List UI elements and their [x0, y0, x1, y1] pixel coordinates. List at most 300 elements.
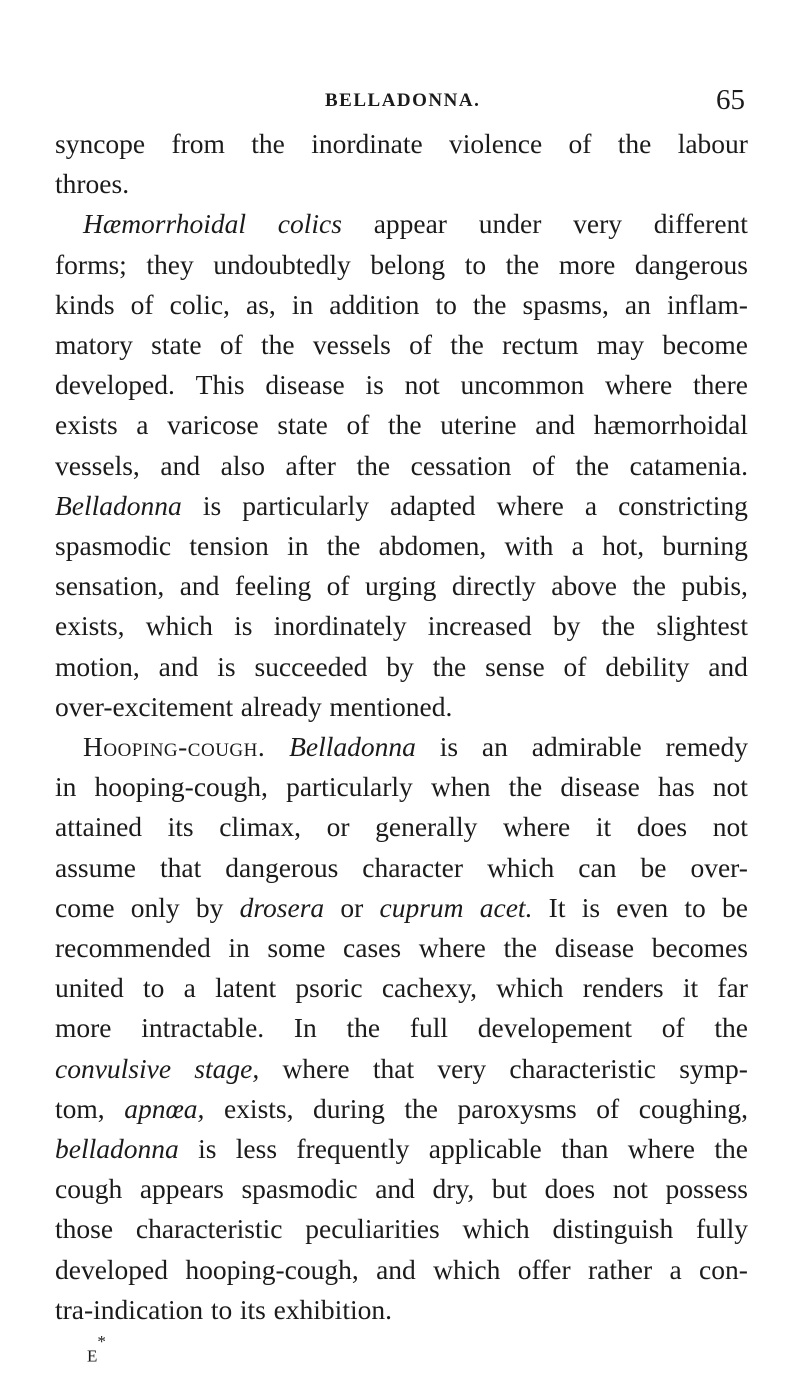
text-run: syncope	[55, 128, 146, 159]
text-run: in	[55, 771, 77, 803]
text-run: the	[261, 329, 295, 361]
word	[632, 566, 666, 606]
text-run: increased	[427, 610, 532, 642]
word	[573, 204, 622, 244]
text-run: to	[684, 891, 706, 923]
italic-text: Belladonna	[289, 731, 416, 763]
word	[428, 606, 532, 646]
word	[219, 807, 301, 847]
text-run: a	[669, 1253, 682, 1285]
text-run: those	[55, 1213, 114, 1245]
word	[83, 727, 265, 767]
italic-text: stage,	[194, 1052, 260, 1084]
word	[699, 1250, 748, 1290]
text-run: its	[239, 1293, 266, 1325]
text-run: disease	[560, 771, 640, 803]
text-line	[55, 1049, 748, 1089]
text-run: there	[692, 369, 748, 401]
text-run: admirable	[531, 731, 642, 763]
text-line	[55, 1209, 748, 1249]
text-run: inordinate	[311, 128, 423, 159]
word	[313, 325, 391, 365]
word	[435, 285, 456, 325]
text-run: it	[682, 972, 699, 1004]
word	[124, 1089, 204, 1129]
text-run: very	[437, 1052, 487, 1084]
text-line	[55, 285, 748, 325]
word	[382, 968, 477, 1008]
word	[635, 245, 748, 285]
text-run: This	[195, 369, 245, 401]
text-run: during	[313, 1092, 385, 1124]
text-run: frequently	[296, 1133, 410, 1165]
word	[343, 928, 401, 968]
word	[433, 1250, 500, 1290]
text-line	[55, 566, 748, 606]
word	[140, 1169, 224, 1209]
text-run: it	[595, 811, 612, 843]
text-run: where	[418, 932, 486, 964]
word	[370, 245, 445, 285]
text-run: renders	[582, 972, 664, 1004]
text-run: a	[584, 489, 598, 521]
word	[151, 325, 201, 365]
text-run: cases	[343, 932, 402, 964]
text-run: developed	[55, 1253, 169, 1285]
text-run: inflam-	[666, 288, 748, 320]
word	[616, 888, 668, 928]
word	[667, 285, 748, 325]
word	[630, 446, 748, 486]
word	[419, 928, 486, 968]
text-run: of	[568, 128, 592, 159]
word	[241, 1169, 357, 1209]
word	[410, 1008, 448, 1048]
word	[433, 647, 467, 687]
text-run: of	[563, 650, 587, 682]
text-line	[55, 446, 748, 486]
text-run: the	[575, 449, 610, 481]
word	[277, 405, 327, 445]
text-run: of	[532, 449, 555, 481]
text-run: peculiarities	[305, 1213, 440, 1245]
word	[213, 245, 351, 285]
word	[189, 526, 268, 566]
text-run: remedy	[665, 731, 748, 763]
word	[523, 285, 609, 325]
text-run: state	[277, 409, 328, 441]
word	[327, 807, 350, 847]
word	[198, 1129, 216, 1169]
word	[236, 1129, 277, 1169]
word	[225, 848, 338, 888]
text-run: possess	[665, 1173, 748, 1205]
text-run: of	[130, 288, 154, 320]
text-run: succeeded	[254, 650, 368, 682]
text-run: is	[217, 650, 236, 682]
text-line	[55, 1008, 748, 1048]
text-run: colic,	[169, 288, 230, 320]
word	[305, 1209, 439, 1249]
word	[274, 606, 407, 646]
word	[171, 124, 224, 164]
text-run: developement	[477, 1012, 633, 1044]
word	[55, 1209, 113, 1249]
text-run: slightest	[656, 610, 748, 642]
text-line	[55, 1089, 748, 1129]
word	[55, 968, 124, 1008]
text-line	[55, 365, 748, 405]
word	[532, 446, 555, 486]
text-run: forms;	[55, 248, 127, 280]
word	[375, 1169, 415, 1209]
text-run: which	[496, 972, 564, 1004]
text-run: some	[267, 932, 326, 964]
text-run: in	[287, 530, 309, 562]
word	[55, 807, 142, 847]
text-run: addition	[329, 288, 420, 320]
text-run: its	[167, 811, 194, 843]
text-run: violence	[449, 128, 543, 159]
text-run: tra-indication	[55, 1293, 204, 1325]
word	[669, 1250, 681, 1290]
section-heading: Hooping-cough.	[83, 731, 266, 763]
text-run: the	[432, 650, 467, 682]
text-run: uterine	[440, 409, 517, 441]
word	[639, 1089, 748, 1129]
text-run: applicable	[428, 1133, 542, 1165]
word	[83, 204, 246, 244]
word	[431, 767, 491, 807]
text-line	[55, 687, 748, 727]
text-run: hooping-cough,	[94, 771, 268, 803]
text-run: the	[472, 288, 507, 320]
text-run: hæmorrhoidal	[593, 409, 748, 441]
word	[405, 365, 440, 405]
word	[160, 446, 200, 486]
text-run: is	[581, 891, 601, 923]
word	[461, 365, 585, 405]
text-run: under	[478, 208, 542, 240]
text-run: of	[596, 1092, 620, 1124]
word	[251, 124, 285, 164]
word	[180, 566, 220, 606]
word	[136, 1209, 283, 1249]
word	[55, 888, 115, 928]
word	[429, 1129, 542, 1169]
word	[458, 1089, 577, 1129]
word	[366, 365, 384, 405]
text-run: the	[714, 1133, 748, 1165]
word	[327, 526, 361, 566]
word	[242, 486, 369, 526]
word	[388, 405, 422, 445]
word	[492, 1169, 527, 1209]
text-run: and	[160, 449, 201, 481]
word	[55, 325, 133, 365]
text-run: con-	[699, 1253, 748, 1285]
text-run: where	[605, 369, 673, 401]
text-run: come	[55, 891, 115, 923]
text-run: It	[548, 891, 566, 923]
text-run: disease	[265, 369, 345, 401]
word	[240, 1290, 266, 1330]
text-run: the	[356, 449, 391, 481]
word	[449, 124, 542, 164]
word	[713, 807, 748, 847]
text-run: and	[158, 650, 199, 682]
word	[561, 1129, 608, 1169]
word	[55, 526, 171, 566]
text-run: the	[617, 128, 652, 159]
text-run: that	[159, 851, 202, 883]
text-run: dangerous	[225, 851, 339, 883]
text-run: hooping-cough,	[185, 1253, 359, 1285]
text-run: tension	[189, 530, 269, 562]
word	[254, 647, 367, 687]
word	[274, 1290, 392, 1330]
word	[480, 888, 533, 928]
text-line	[55, 204, 748, 244]
word	[618, 486, 748, 526]
text-run: the	[326, 530, 361, 562]
text-run: sensation,	[55, 570, 165, 602]
text-run: of	[346, 409, 370, 441]
word	[211, 1290, 232, 1330]
text-run: the	[251, 128, 285, 159]
word	[55, 1089, 105, 1129]
word	[221, 446, 265, 486]
word	[170, 285, 230, 325]
word	[55, 647, 140, 687]
word	[95, 767, 268, 807]
text-run: symp-	[679, 1052, 748, 1084]
text-run: burning	[662, 530, 748, 562]
text-line	[55, 486, 748, 526]
text-run: the	[404, 1092, 438, 1124]
word	[55, 1049, 171, 1089]
text-run: motion,	[55, 650, 140, 682]
word	[551, 566, 617, 606]
word	[362, 848, 463, 888]
text-line	[55, 606, 748, 646]
text-run: the	[632, 570, 666, 602]
text-run: characteristic	[135, 1213, 283, 1245]
italic-text: cuprum	[379, 891, 464, 923]
text-run: tom,	[55, 1092, 105, 1124]
word	[146, 606, 213, 646]
text-line	[55, 1290, 748, 1330]
text-run: state	[151, 329, 202, 361]
text-run: distinguish	[552, 1213, 674, 1245]
word	[473, 285, 507, 325]
word	[234, 606, 252, 646]
word	[578, 848, 616, 888]
text-run: inordinately	[273, 610, 407, 642]
text-run: by	[195, 891, 224, 923]
word	[666, 727, 748, 767]
word	[433, 1169, 475, 1209]
italic-text: colics	[277, 208, 342, 240]
text-run: a	[136, 409, 149, 441]
word	[311, 124, 423, 164]
italic-text: drosera	[239, 891, 325, 923]
text-run: less	[235, 1133, 278, 1165]
text-run: as,	[245, 288, 276, 320]
text-run: where	[282, 1052, 350, 1084]
word	[292, 285, 313, 325]
word	[131, 285, 154, 325]
word	[602, 526, 644, 566]
text-run: assume	[55, 851, 136, 883]
word	[714, 1008, 748, 1048]
word	[618, 124, 652, 164]
text-run: not	[712, 771, 748, 803]
text-run: in	[228, 932, 250, 964]
text-run: a	[183, 972, 196, 1004]
word	[690, 848, 747, 888]
text-run: spasmodic	[241, 1173, 358, 1205]
text-run: appears	[139, 1173, 224, 1205]
word	[282, 1049, 349, 1089]
text-line	[55, 1129, 748, 1169]
text-run: the	[346, 1012, 381, 1044]
text-run: matory	[55, 329, 133, 361]
word	[404, 1089, 438, 1129]
text-run: adapted	[390, 489, 476, 521]
text-run: In	[293, 1012, 317, 1044]
word	[55, 1290, 203, 1330]
word	[485, 647, 545, 687]
word	[55, 1129, 179, 1169]
text-run: exhibition.	[273, 1293, 392, 1325]
word	[652, 928, 748, 968]
word	[217, 647, 235, 687]
text-run: is	[202, 489, 222, 521]
word	[286, 767, 413, 807]
text-run: the	[505, 248, 540, 280]
text-run: dangerous	[634, 248, 748, 280]
word	[55, 687, 233, 727]
word	[482, 727, 508, 767]
word	[55, 1250, 168, 1290]
text-run: united	[55, 972, 124, 1004]
text-run: the	[450, 329, 484, 361]
word	[313, 1089, 385, 1129]
text-run: where	[496, 489, 564, 521]
text-run: vessels,	[55, 449, 140, 481]
text-run: is	[365, 369, 384, 401]
text-run: feeling	[234, 570, 312, 602]
word	[160, 848, 201, 888]
text-run: latent	[215, 972, 277, 1004]
word	[496, 968, 563, 1008]
text-run: above	[551, 570, 617, 602]
text-run: urging	[365, 570, 437, 602]
signature-letter: E	[87, 1346, 98, 1366]
word	[596, 807, 611, 847]
text-run: to	[464, 248, 487, 280]
text-run: is	[234, 610, 253, 642]
text-run: abdomen,	[378, 530, 487, 562]
text-line	[55, 727, 748, 767]
text-run: the	[601, 610, 636, 642]
italic-text: apnœa,	[124, 1092, 205, 1124]
text-run: belong	[370, 248, 446, 280]
text-run: which	[462, 1213, 530, 1245]
text-run: where	[503, 811, 571, 843]
word	[286, 446, 336, 486]
text-run: rectum	[502, 329, 579, 361]
text-run: dry,	[432, 1173, 475, 1205]
text-run: far	[717, 972, 748, 1004]
text-run: an	[624, 288, 651, 320]
word	[168, 807, 194, 847]
word	[220, 325, 243, 365]
text-line	[55, 647, 748, 687]
text-line	[55, 245, 748, 285]
text-run: constricting	[618, 489, 748, 521]
text-run: with	[504, 530, 554, 562]
text-run: a	[571, 530, 584, 562]
text-run: developed.	[55, 369, 175, 401]
text-run: varicose	[167, 409, 259, 441]
text-run: characteristic	[509, 1052, 656, 1084]
word	[478, 1008, 632, 1048]
word	[564, 647, 587, 687]
word	[656, 606, 748, 646]
word	[678, 124, 748, 164]
text-run: cough	[55, 1173, 123, 1205]
text-run: to	[435, 288, 457, 320]
word	[185, 1250, 358, 1290]
word	[55, 124, 145, 164]
word	[437, 1049, 486, 1089]
text-run: and	[179, 570, 220, 602]
text-run: sense	[485, 650, 545, 682]
word	[55, 245, 127, 285]
text-run: is	[439, 731, 459, 763]
word	[640, 848, 666, 888]
text-run: labour	[677, 128, 748, 159]
word	[553, 1209, 674, 1249]
word	[450, 325, 484, 365]
word	[55, 285, 115, 325]
word	[518, 1250, 571, 1290]
text-run: be	[640, 851, 667, 883]
word	[613, 1169, 648, 1209]
text-line	[55, 405, 748, 445]
word	[679, 1049, 748, 1089]
word	[215, 968, 276, 1008]
text-run: spasms,	[522, 288, 609, 320]
word	[717, 968, 748, 1008]
text-line	[55, 164, 748, 204]
word	[411, 446, 512, 486]
word	[487, 848, 554, 888]
text-run: over-excitement	[55, 690, 234, 722]
text-run: attained	[55, 811, 143, 843]
text-line	[55, 848, 748, 888]
word	[55, 365, 175, 405]
text-run: to	[210, 1293, 233, 1325]
word	[594, 405, 748, 445]
word	[347, 1008, 381, 1048]
word	[203, 486, 221, 526]
word	[55, 164, 129, 204]
word	[569, 124, 592, 164]
word	[295, 968, 362, 1008]
